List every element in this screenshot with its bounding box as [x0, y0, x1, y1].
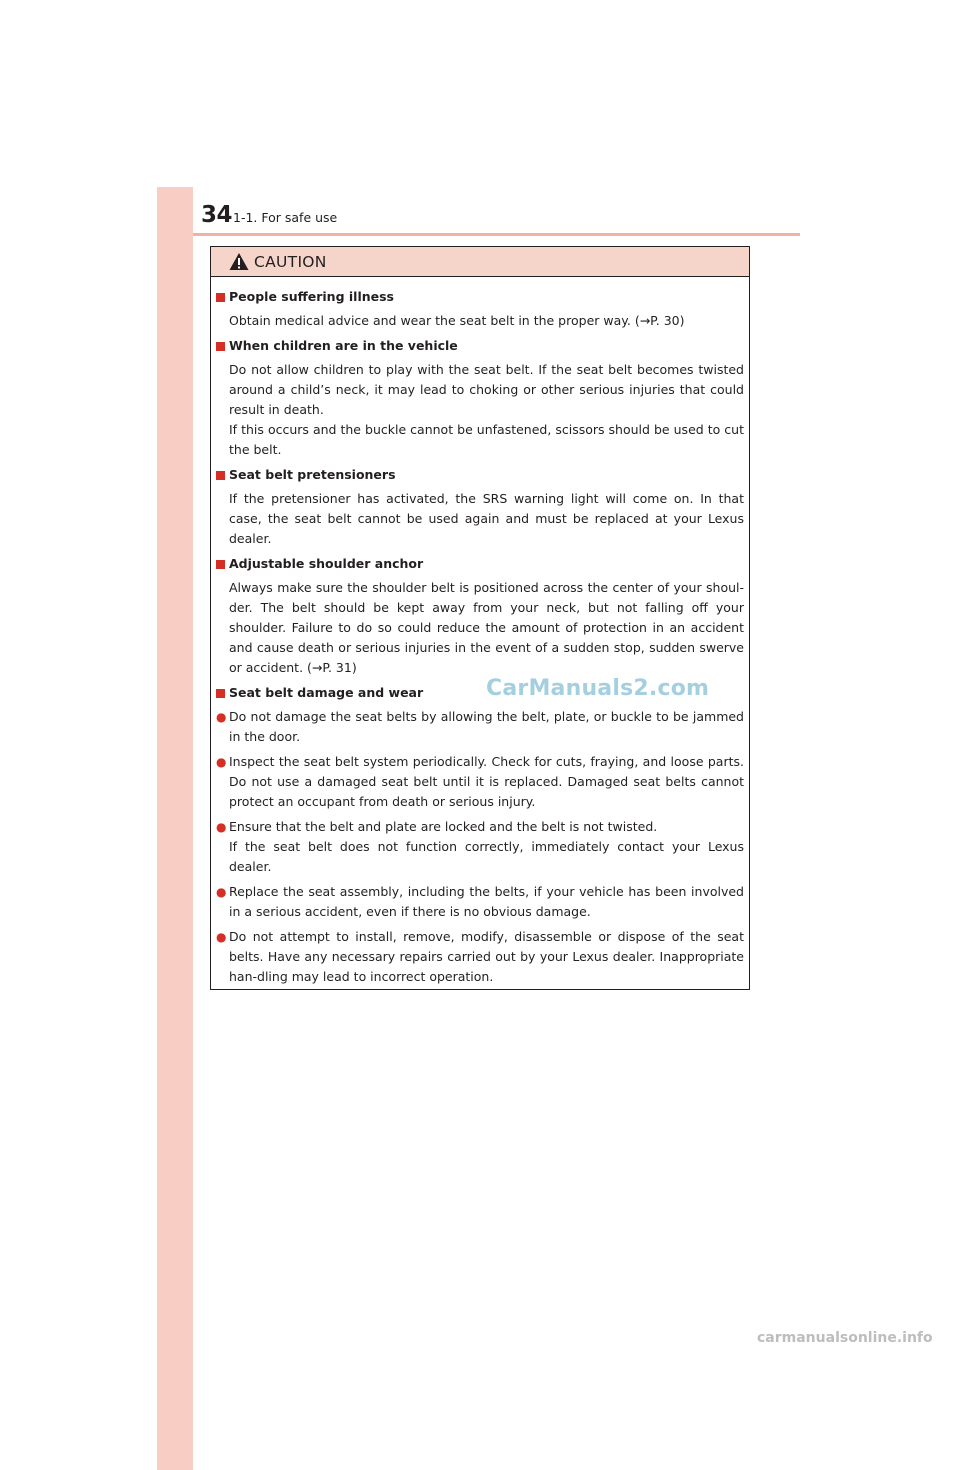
- bullet-text: Replace the seat assembly, including the belts, if your vehicle has been involved in a serious accident, even if there is no obvious damage.: [229, 884, 744, 919]
- red-square-marker-icon: [216, 342, 225, 351]
- caution-section: [211, 465, 749, 549]
- section-heading-text: Adjustable shoulder anchor: [229, 556, 424, 571]
- bullet-item: [211, 927, 749, 987]
- header-rule: [193, 233, 800, 236]
- red-square-marker-icon: [216, 560, 225, 569]
- bullet-dot-icon: ●: [216, 820, 227, 834]
- section-heading-text: Seat belt damage and wear: [229, 685, 424, 700]
- watermark-footer: carmanualsonline.info: [757, 1330, 933, 1346]
- bullet-text: Ensure that the belt and plate are locked and the belt is not twisted. If the seat belt does not function correctly, immediately contact your Lexus dealer.: [229, 819, 744, 874]
- caution-label: CAUTION: [254, 253, 327, 271]
- section-paragraph: Do not allow children to play with the seat belt. If the seat belt becomes twisted around a child’s neck, it may lead to choking or other serious injuries that could result in death.: [229, 362, 744, 417]
- section-title: 1-1. For safe use: [233, 210, 338, 225]
- bullet-item: [211, 752, 749, 812]
- section-heading: [211, 287, 749, 307]
- section-paragraph: Obtain medical advice and wear the seat belt in the proper way. (→P. 30): [229, 313, 685, 328]
- bullet-dot-icon: ●: [216, 710, 227, 724]
- caution-section: [211, 336, 749, 460]
- caution-section: [211, 683, 749, 987]
- bullet-dot-icon: ●: [216, 885, 227, 899]
- section-heading-text: When children are in the vehicle: [229, 338, 458, 353]
- section-heading: [211, 554, 749, 574]
- section-paragraph: If this occurs and the buckle cannot be unfastened, scissors should be used to cut the belt.: [229, 422, 744, 457]
- bullet-item: [211, 707, 749, 747]
- side-tab-strip: [157, 187, 193, 1470]
- caution-section: [211, 554, 749, 678]
- red-square-marker-icon: [216, 689, 225, 698]
- bullet-text: Do not attempt to install, remove, modify, disassemble or dispose of the seat belts. Have any necessary repairs carried out by your Lexus dealer. Inappropriate han-dling may lead to incorrect operation.: [229, 929, 744, 984]
- bullet-item: [211, 882, 749, 922]
- red-square-marker-icon: [216, 293, 225, 302]
- caution-header: [211, 247, 749, 277]
- bullet-dot-icon: ●: [216, 930, 227, 944]
- section-paragraph: Always make sure the shoulder belt is positioned across the center of your shoul-der. The belt should be kept away from your neck, but not falling off your shoulder. Failure to do so could reduce the amount of protection in an accident and cause death or serious injuries in the event of a sudden stop, sudden swerve or accident. (→P. 31): [229, 580, 744, 675]
- page-number: 34: [201, 202, 233, 228]
- section-heading-text: Seat belt pretensioners: [229, 467, 396, 482]
- section-heading-text: People suffering illness: [229, 289, 394, 304]
- section-heading: [211, 336, 749, 356]
- section-paragraph: If the pretensioner has activated, the SRS warning light will come on. In that case, the seat belt cannot be used again and must be replaced at your Lexus dealer.: [229, 491, 744, 546]
- bullet-item: [211, 817, 749, 877]
- bullet-text: Inspect the seat belt system periodically. Check for cuts, fraying, and loose parts. Do not use a damaged seat belt until it is replaced. Damaged seat belts cannot protect an occupant from death or serious injury.: [229, 754, 744, 809]
- red-square-marker-icon: [216, 471, 225, 480]
- caution-box: [210, 246, 750, 990]
- caution-section: [211, 287, 749, 331]
- bullet-text: Do not damage the seat belts by allowing the belt, plate, or buckle to be jammed in the door.: [229, 709, 744, 744]
- watermark-carmanuals2: CarManuals2.com: [486, 676, 710, 701]
- warning-triangle-icon: [229, 252, 249, 271]
- bullet-dot-icon: ●: [216, 755, 227, 769]
- section-heading: [211, 465, 749, 485]
- caution-body: [211, 287, 749, 992]
